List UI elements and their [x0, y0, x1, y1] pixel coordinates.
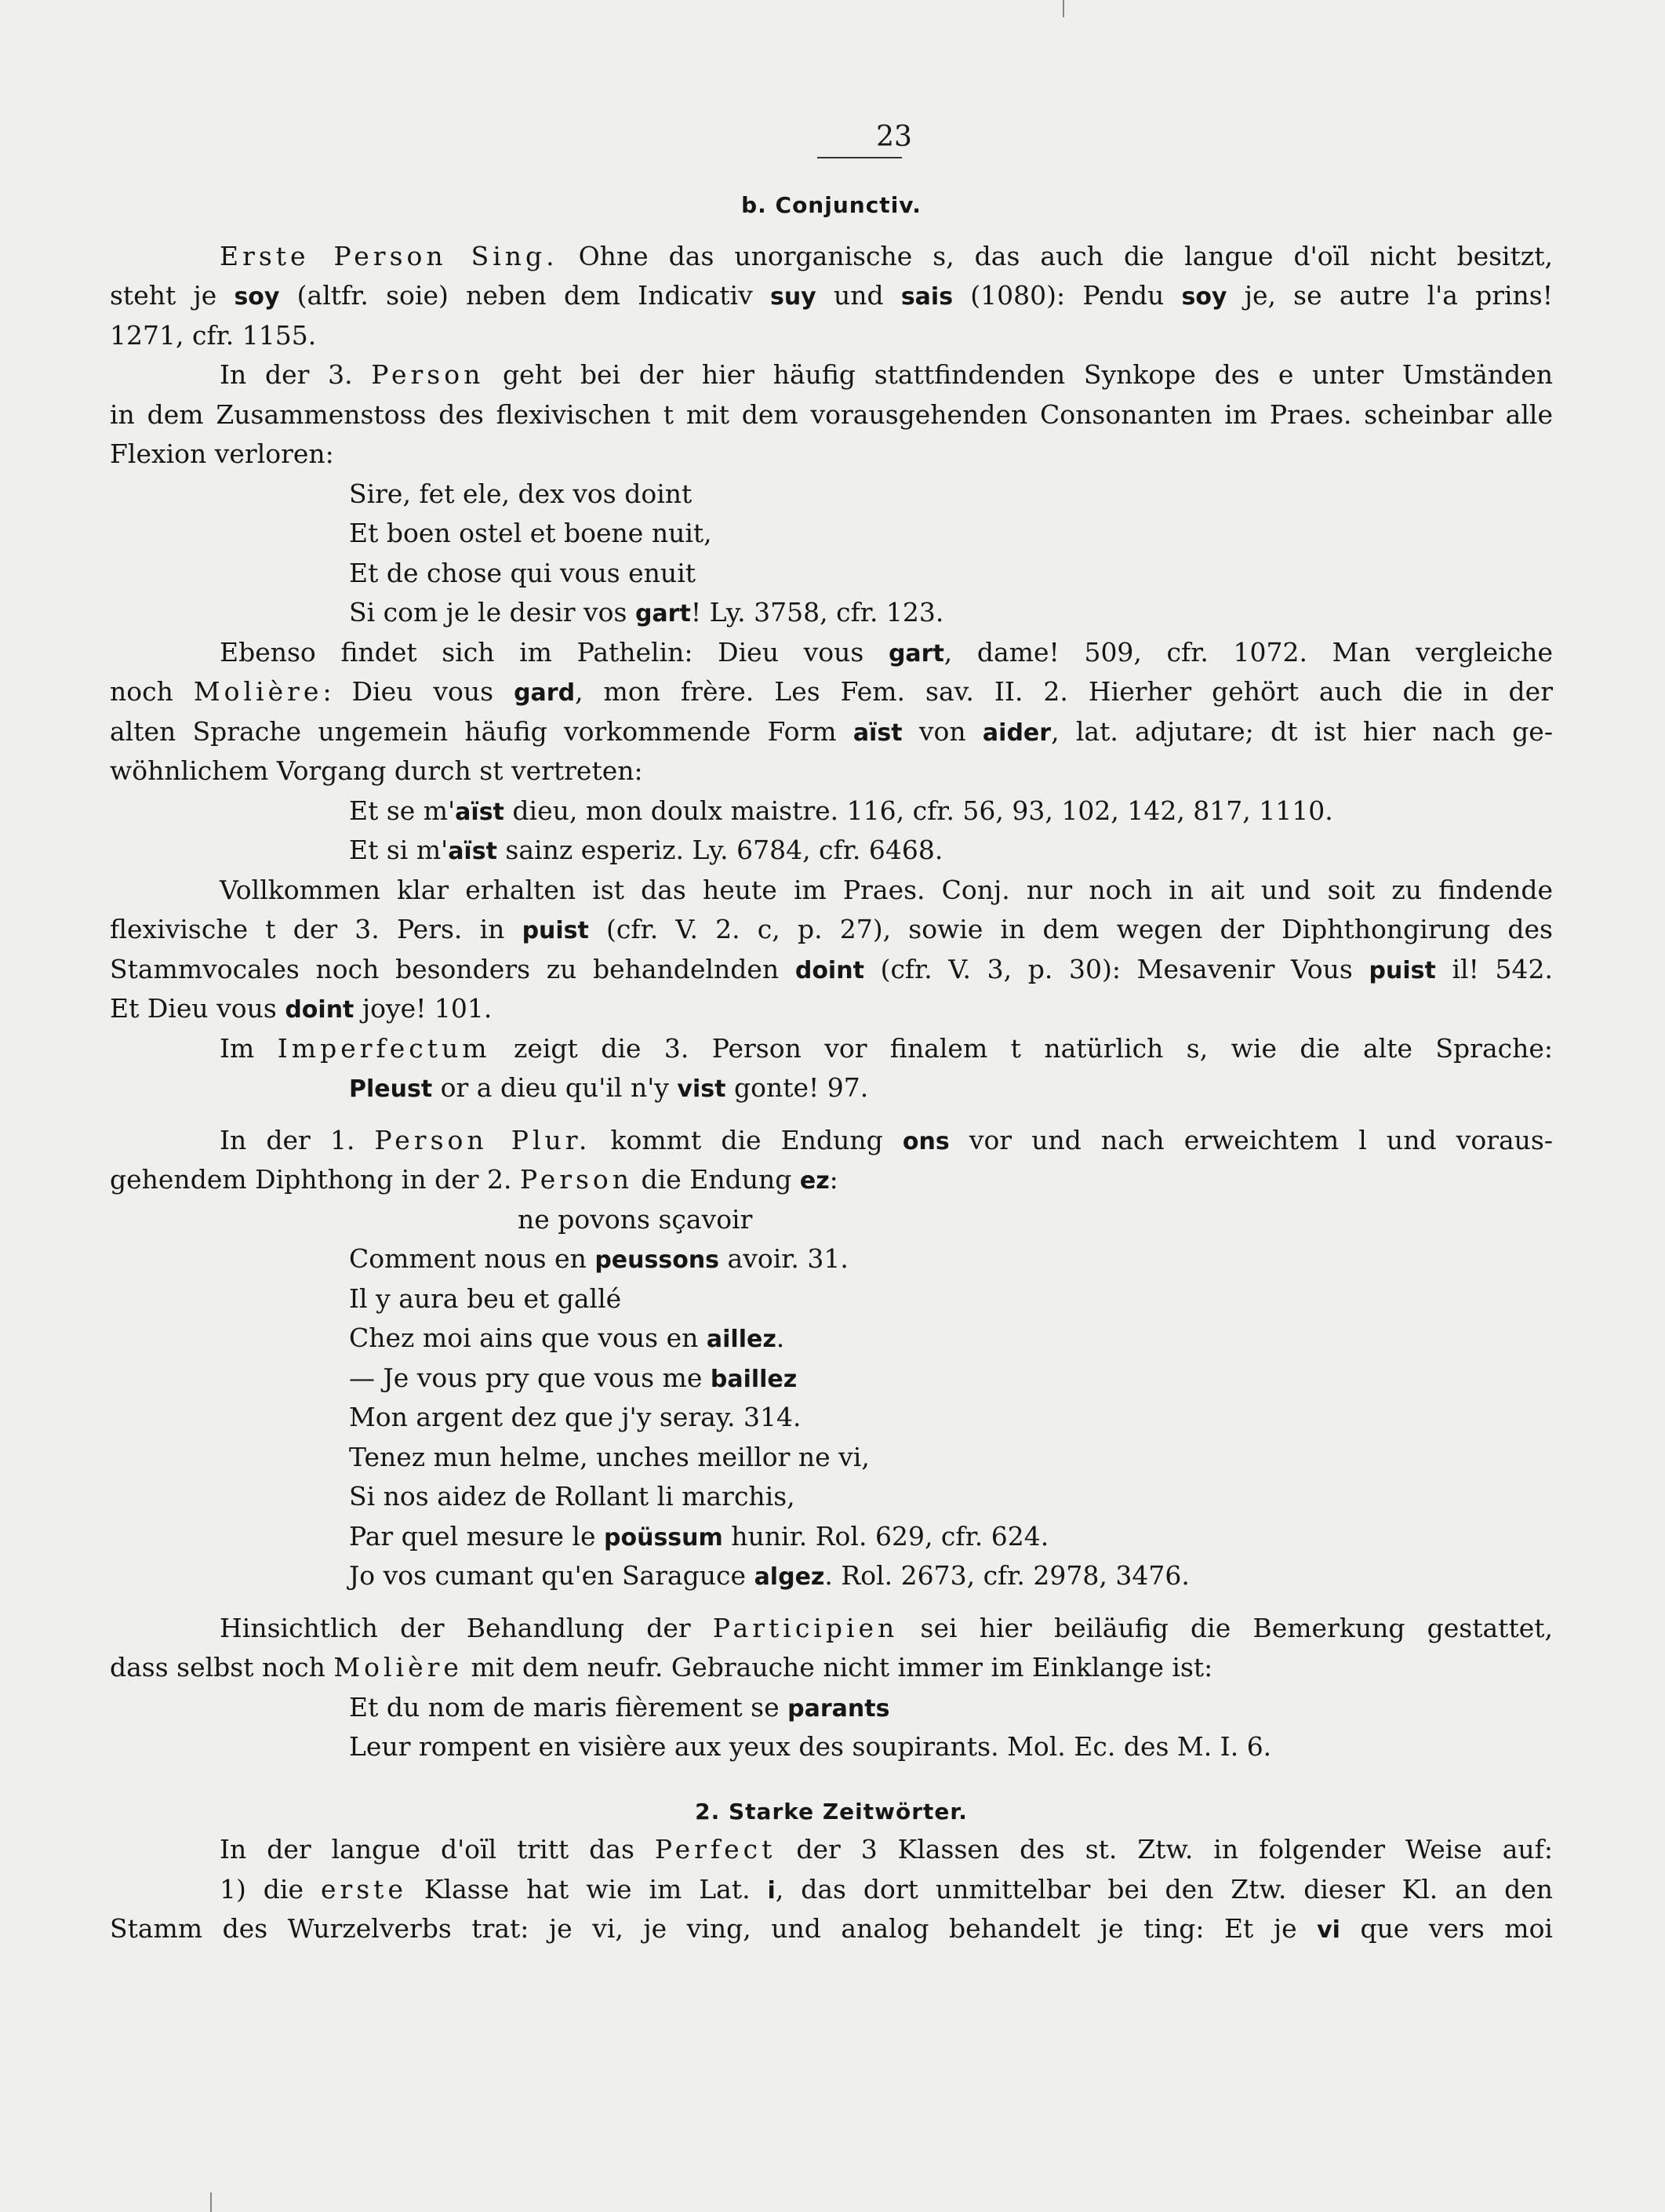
page-number: 23: [876, 121, 912, 153]
text-line: 1271, cfr. 1155.: [110, 319, 317, 351]
verse-line: — Je vous pry que vous me baillez: [349, 1362, 798, 1393]
verse-line: Par quel mesure le poüssum hunir. Rol. 629, cfr. 624.: [349, 1520, 1049, 1552]
text-line: Hinsichtlich der Behandlung der Participien sei hier beiläufig die Bemerkung gestattet,: [220, 1612, 1553, 1643]
text-line: in dem Zusammenstoss des flexivischen t mit dem vorausgehenden Consonanten im Praes. scheinbar alle: [110, 398, 1553, 430]
text-line: dass selbst noch Molière mit dem neufr. Gebrauche nicht immer im Einklange ist:: [110, 1652, 1213, 1683]
scan-mark: [210, 2192, 212, 2212]
verse-line: Leur rompent en visière aux yeux des soupirants. Mol. Ec. des M. I. 6.: [349, 1731, 1272, 1762]
text-line: wöhnlichem Vorgang durch st vertreten:: [110, 755, 643, 786]
verse-line: Si com je le desir vos gart! Ly. 3758, cfr. 123.: [349, 597, 944, 628]
verse-line: Et de chose qui vous enuit: [349, 557, 696, 588]
text-line: Stamm des Wurzelverbs trat: je vi, je ving, und analog behandelt je ting: Et je vi que vers moi: [110, 1913, 1553, 1944]
text-line: steht je soy (altfr. soie) neben dem Indicativ suy und sais (1080): Pendu soy je, se autre l'a prins!: [110, 280, 1553, 311]
text-line: Im Imperfectum zeigt die 3. Person vor finalem t natürlich s, wie die alte Sprache:: [220, 1032, 1553, 1064]
text-line: 1) die erste Klasse hat wie im Lat. i, das dort unmittelbar bei den Ztw. dieser Kl. an den: [220, 1873, 1553, 1905]
verse-line: Pleust or a dieu qu'il n'y vist gonte! 97.: [349, 1072, 869, 1103]
verse-line: Comment nous en peussons avoir. 31.: [349, 1243, 849, 1274]
verse-line: Et du nom de maris fièrement se parants: [349, 1691, 890, 1723]
text-line: Ebenso findet sich im Pathelin: Dieu vous gart, dame! 509, cfr. 1072. Man vergleiche: [220, 636, 1553, 668]
text-line: Et Dieu vous doint joye! 101.: [110, 993, 493, 1024]
text-line: In der 3. Person geht bei der hier häufig stattfindenden Synkope des e unter Umständen: [220, 359, 1553, 390]
verse-line: Si nos aidez de Rollant li marchis,: [349, 1481, 795, 1512]
verse-line: Tenez mun helme, unches meillor ne vi,: [349, 1441, 870, 1472]
verse-line: Et boen ostel et boene nuit,: [349, 518, 712, 548]
text-line: noch Molière: Dieu vous gard, mon frère. Les Fem. sav. II. 2. Hierher gehört auch die in der: [110, 676, 1553, 707]
verse-line: Sire, fet ele, dex vos doint: [349, 478, 693, 509]
scan-mark: [1063, 0, 1064, 17]
verse-line: Mon argent dez que j'y seray. 314.: [349, 1402, 802, 1432]
document-page: [110, 0, 1553, 2212]
text-line: gehendem Diphthong in der 2. Person die Endung ez:: [110, 1164, 838, 1195]
body-text: [110, 184, 1553, 1949]
text-line: In der langue d'oïl tritt das Perfect der 3 Klassen des st. Ztw. in folgender Weise auf:: [220, 1834, 1553, 1865]
text-line: Erste Person Sing. Ohne das unorganische s, das auch die langue d'oïl nicht besitzt,: [220, 240, 1553, 271]
verse-line: Il y aura beu et gallé: [349, 1282, 622, 1314]
verse-line: Jo vos cumant qu'en Saraguce algez. Rol. 2673, cfr. 2978, 3476.: [349, 1560, 1190, 1591]
text-line: alten Sprache ungemein häufig vorkommende Form aïst von aider, lat. adjutare; dt ist hier nach ge-: [110, 715, 1553, 747]
verse-line: ne povons sçavoir: [518, 1203, 753, 1235]
text-line: In der 1. Person Plur. kommt die Endung ons vor und nach erweichtem l und voraus-: [220, 1124, 1553, 1155]
text-line: Vollkommen klar erhalten ist das heute im Praes. Conj. nur noch in ait und soit zu findende: [220, 874, 1553, 905]
text-line: Flexion verloren:: [110, 438, 334, 469]
verse-line: Chez moi ains que vous en aillez.: [349, 1322, 785, 1353]
text-line: flexivische t der 3. Pers. in puist (cfr. V. 2. c, p. 27), sowie in dem wegen der Diphthongirung des: [110, 914, 1553, 944]
section-heading-conjunctiv: b. Conjunctiv.: [741, 192, 922, 218]
page-number-rule: [817, 157, 902, 158]
verse-line: Et si m'aïst sainz esperiz. Ly. 6784, cfr. 6468.: [349, 835, 943, 865]
section-heading-starke-zeitwoerter: 2. Starke Zeitwörter.: [695, 1798, 968, 1825]
verse-line: Et se m'aïst dieu, mon doulx maistre. 116, cfr. 56, 93, 102, 142, 817, 1110.: [349, 795, 1333, 826]
text-line: Stammvocales noch besonders zu behandelnden doint (cfr. V. 3, p. 30): Mesavenir Vous puist il! 542.: [110, 953, 1553, 984]
